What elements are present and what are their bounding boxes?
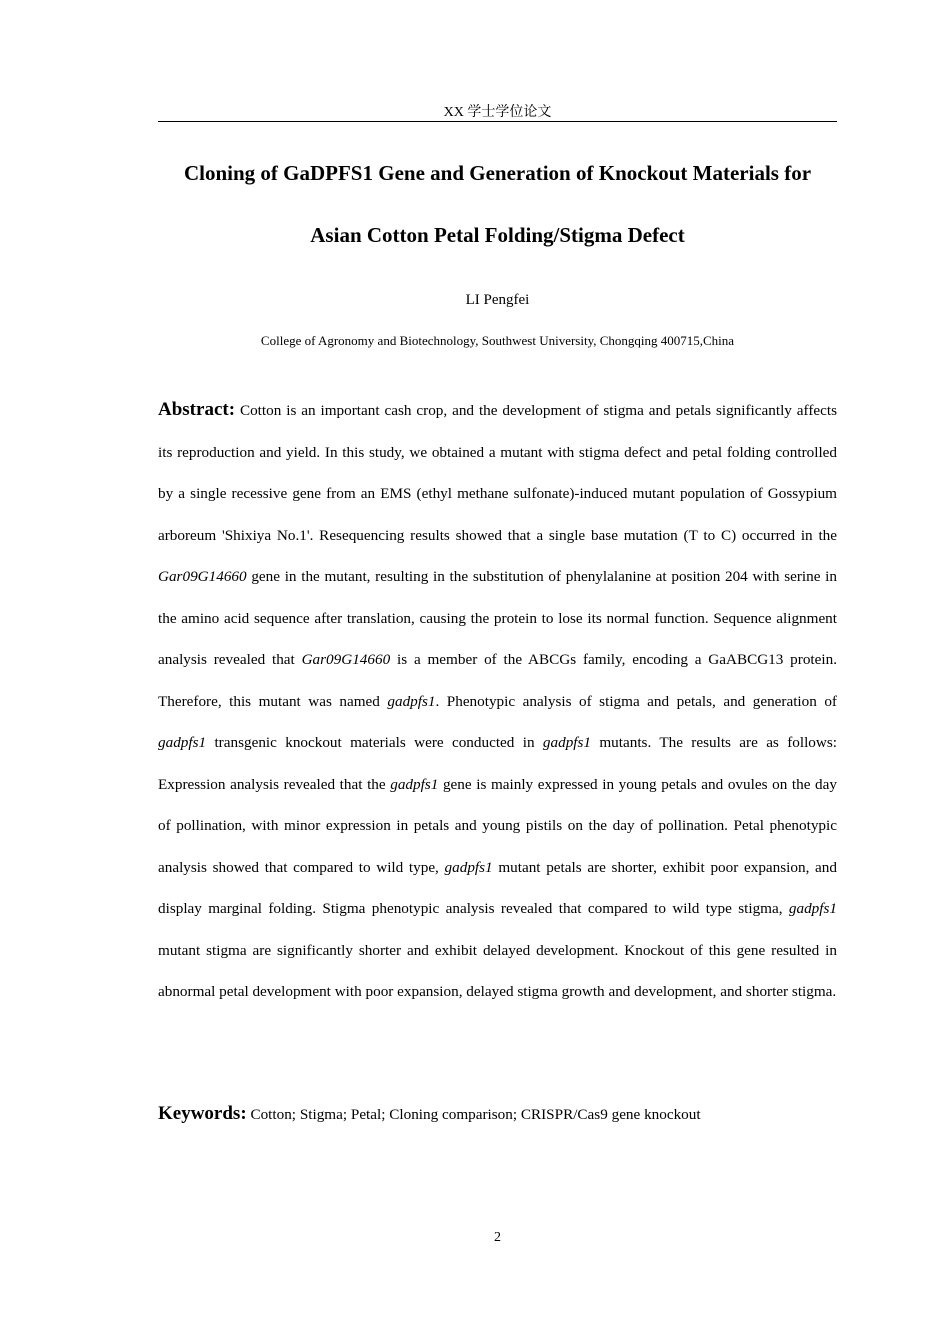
keywords-label: Keywords: [158, 1103, 247, 1124]
abstract-text: is a member of the ABCGs family, encoding a GaABCG13 protein. Therefore, this mutant was named [158, 651, 837, 710]
author-affiliation: College of Agronomy and Biotechnology, Southwest University, Chongqing 400715,China [260, 333, 735, 348]
mutant-name-term: gadpfs1 [542, 734, 592, 751]
keywords-text: Cotton; Stigma; Petal; Cloning comparison; CRISPR/Cas9 gene knockout [246, 1106, 701, 1123]
mutant-name-term: gadpfs1 [158, 734, 207, 751]
gene-id-term: Gar09G14660 [301, 651, 391, 668]
paper-title-line-1: Cloning of GaDPFS1 Gene and Generation of Knockout Materials for [183, 161, 812, 185]
author-name: LI Pengfei [465, 292, 530, 308]
abstract-text: mutant stigma are significantly shorter and exhibit delayed development. Knockout of this gene resulted in abnormal petal development with poor expansion, delayed stigma growth and development, and shorter stigma. [158, 941, 837, 1000]
abstract-text: mutant petals are shorter, exhibit poor expansion, and display marginal folding. Stigma phenotypic analysis revealed that compared to wild type stigma, [158, 858, 837, 917]
header-rule [158, 121, 837, 122]
page-number: 2 [494, 1230, 501, 1245]
abstract-text: transgenic knockout materials were conducted in [206, 734, 543, 751]
abstract-text: . Phenotypic analysis of stigma and petals, and generation of [435, 692, 837, 710]
keywords-line [158, 1100, 837, 1129]
running-header: XX 学士学位论文 [443, 105, 552, 120]
abstract-text: mutants. The results are as follows: Expression analysis revealed that the [158, 734, 837, 793]
abstract-text: Cotton is an important cash crop, and the development of stigma and petals significantly affects its reproduction and yield. In this study, we obtained a mutant with stigma defect and petal folding controlled by a single recessive gene from an EMS (ethyl methane sulfonate)-induced mutant population of Gossypium arboreum 'Shixiya No.1'. Resequencing results showed that a single base mutation (T to C) occurred in the [158, 402, 837, 544]
gene-id-term: Gar09G14660 [158, 568, 247, 585]
paper-title-line-2: Asian Cotton Petal Folding/Stigma Defect [310, 223, 685, 247]
paper-title [140, 142, 855, 266]
mutant-name-term: gadpfs1 [788, 900, 837, 917]
mutant-name-term: gadpfs1 [390, 775, 439, 793]
abstract-label: Abstract: [158, 399, 236, 420]
abstract-text: gene in the mutant, resulting in the substitution of phenylalanine at position 204 with serine in the amino acid sequence after translation, causing the protein to lose its normal function. Sequence alignment analysis revealed that [158, 568, 837, 668]
abstract-paragraph [158, 389, 837, 1013]
mutant-name-term: gadpfs1 [387, 692, 436, 710]
abstract-text: gene is mainly expressed in young petals and ovules on the day of pollination, with minor expression in petals and young pistils on the day of pollination. Petal phenotypic analysis showed that compared to wild type, [158, 775, 837, 876]
mutant-name-term: gadpfs1 [444, 858, 493, 876]
